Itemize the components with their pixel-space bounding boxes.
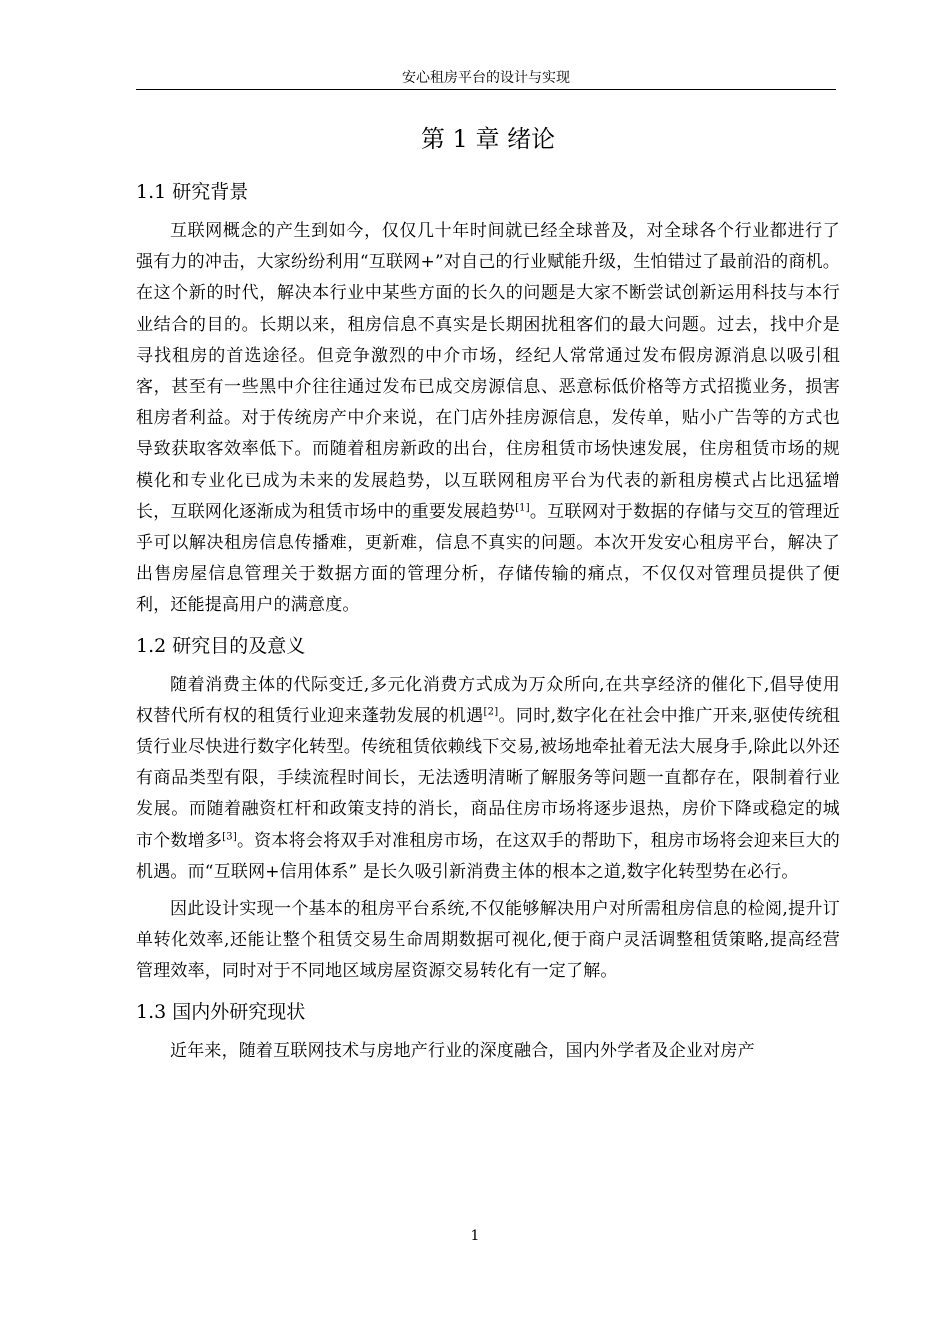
running-header: 安心租房平台的设计与实现 <box>402 70 570 86</box>
citation-3: [3] <box>222 831 237 842</box>
section-heading-1-2: 1.2 研究目的及意义 <box>136 634 306 657</box>
citation-2: [2] <box>483 706 499 718</box>
paragraph-text: 因此设计实现一个基本的租房平台系统,不仅能够解决用户对所需租房信息的检阅,提升订单转化效率,还能让整个租赁交易生命周期数据可视化,便于商户灵活调整租赁策略,提高经营管理效率，同时对于不同地区域房屋资源交易转化有一定了解。 <box>136 899 840 982</box>
paragraph-purpose-1 <box>136 670 840 888</box>
citation-1: [1] <box>515 502 530 514</box>
paragraph-text: 互联网概念的产生到如今，仅仅几十年时间就已经全球普及，对全球各个行业都进行了强有力的冲击，大家纷纷利用“互联网+”对自己的行业赋能升级，生怕错过了最前沿的商机。在这个新的时代，解决本行业中某些方面的长久的问题是大家不断尝试创新运用科技与本行业结合的目的。长期以来，租房信息不真实是长期困扰租客们的最大问题。过去，找中介是寻找租房的首选途径。但竞争激烈的中介市场，经纪人常常通过发布假房源消息以吸引租客，甚至有一些黑中介往往通过发布已成交房源信息、恶意标低价格等方式招揽业务，损害租房者利益。对于传统房产中介来说，在门店外挂房源信息，发传单，贴小广告等的方式也导致获取客效率低下。而随着租房新政的出台，住房租赁市场快速发展，住房租赁市场的规模化和专业化已成为未来的发展趋势，以互联网租房平台为代表的新租房模式占比迅猛增长，互联网化逐渐成为租赁市场中的重要发展趋势 <box>136 221 840 522</box>
paragraph-text: 随着消费主体的代际变迁,多元化消费方式成为万众所向,在共享经济的催化下,倡导使用权替代所有权的租赁行业迎来蓬勃发展的机遇 <box>136 674 840 726</box>
paragraph-text: 。互联网对于数据的存储与交互的管理近乎可以解决租房信息传播难，更新难，信息不真实的问题。本次开发安心租房平台，解决了出售房屋信息管理关于数据方面的管理分析，存储传输的痛点，不仅仅对管理员提供了便利，还能提高用户的满意度。 <box>136 501 840 616</box>
section-heading-1-3: 1.3 国内外研究现状 <box>136 1000 306 1023</box>
paragraph-research-background <box>136 216 840 622</box>
section-heading-1-1: 1.1 研究背景 <box>136 181 249 203</box>
paragraph-text: 。同时,数字化在社会中推广开来,驱使传统租赁行业尽快进行数字化转型。传统租赁依赖线下交易,被场地牵扯着无法大展身手,除此以外还有商品类型有限，手续流程时间长，无法透明清晰了解服务等问题一直都存在，限制着行业发展。而随着融资杠杆和政策支持的消长，商品住房市场将逐步退热，房价下降或稳定的城市个数增多 <box>136 705 841 851</box>
paragraph-purpose-2 <box>136 894 840 988</box>
page-body <box>136 118 840 1073</box>
chapter-title: 第 1 章 绪论 <box>420 125 556 153</box>
paragraph-text: 。资本将会将双手对准租房市场，在这双手的帮助下，租房市场将会迎来巨大的机遇。而“互联网+信用体系” 是长久吸引新消费主体的根本之道,数字化转型势在必行。 <box>136 830 841 882</box>
header-rule <box>136 89 836 90</box>
paragraph-research-status <box>136 1036 840 1067</box>
page-number: 1 <box>470 1228 480 1244</box>
paragraph-text: 近年来，随着互联网技术与房地产行业的深度融合，国内外学者及企业对房产 <box>170 1040 755 1061</box>
